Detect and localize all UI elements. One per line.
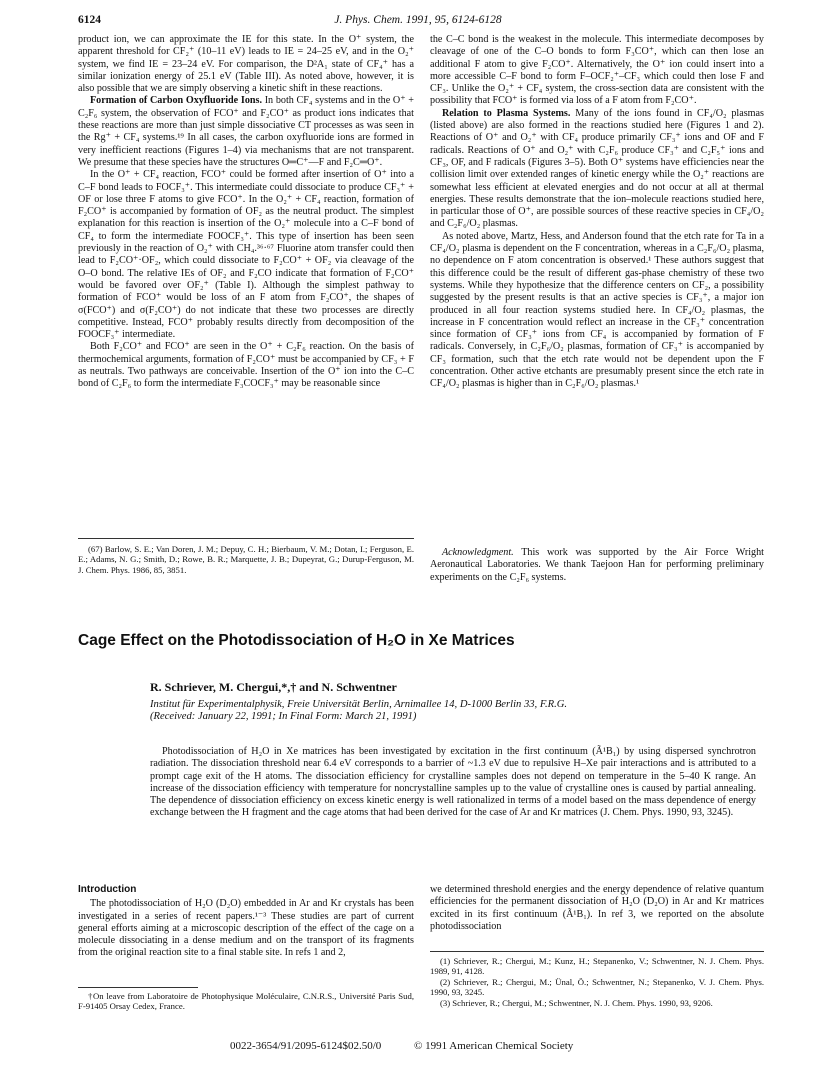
page-header xyxy=(78,14,758,30)
footnote-text: †On leave from Laboratoire de Photophysique Moléculaire, C.N.R.S., Université Paris Sud, F-91405 Orsay Cedex, France. xyxy=(78,991,414,1012)
reference-item: (2) Schriever, R.; Chergui, M.; Ünal, Ö.; Schwentner, N.; Stepanenko, V. J. Chem. Phys. 1990, 93, 3245. xyxy=(430,976,764,998)
reference-item: (3) Schriever, R.; Chergui, M.; Schwentner, N. J. Chem. Phys. 1990, 93, 9206. xyxy=(440,997,713,1008)
intro-right-column xyxy=(430,884,764,933)
paragraph: Formation of Carbon Oxyfluoride Ions. In both CF₄ systems and in the O⁺ + C₂F₆ system, the observation of FCO⁺ and F₂CO⁺ as product ions indicates that these reactions are more than just simple dissociative CT processes as was seen in the Rg⁺ + CF₄ systems.¹⁹ In all cases, the carbon oxyfluoride ions are formed in very inefficient reactions (Figures 1–4) via mechanisms that are not transparent. We presume that these species have the structures O═C⁺—F and F₂C═O⁺. xyxy=(78,95,414,168)
reference-list xyxy=(430,956,764,1008)
paragraph: The photodissociation of H₂O (D₂O) embedded in Ar and Kr crystals has been investigated in a series of recent papers.¹⁻³ These studies are part of current general efforts aiming at a microscopic description of the effect of the cage on a molecule dissociating in a dense medium and on the transport of its fragments from the original reaction site to a final stable site. In refs 1 and 2, xyxy=(78,898,414,959)
paragraph: the C–C bond is the weakest in the molecule. This intermediate decomposes by cleavage of one of the C–O bonds to form F₃CO⁺, which can then lose an additional F atom to give F₂CO⁺. Alternatively, the O⁺ ion could insert into a more accessible C–F bond to form F–OCF₂⁺–CF₃ which could then lose F and CF₃. Unlike the O₂⁺ + CF₄ system, the cross-section data are consistent with the possibility that FCO⁺ is formed via loss of a F atom from F₂CO⁺. xyxy=(430,34,764,107)
reference-item: (67) Barlow, S. E.; Van Doren, J. M.; Depuy, C. H.; Bierbaum, V. M.; Dotan, I.; Ferguson, E. E.; Adams, N. G.; Smith, D.; Rowe, B. R.; Marquette, J. B.; Dupeyrat, G.; Durup-Ferguson, M. J. Chem. Phys. 1986, 85, 3851. xyxy=(78,544,414,575)
paragraph: Relation to Plasma Systems. Many of the ions found in CF₄/O₂ plasmas (listed above) are also formed in the reactions studied here (Figures 1 and 2). Reactions of O⁺ and O₂⁺ with CF₄ produce primarily CF₃⁺ ions and OF and F radicals. Reactions of O⁺ and O₂⁺ with C₂F₆ produce CF₃⁺ and C₂F₅⁺ ions and CF₃, OF, and F radicals (Figures 3–5). Both O⁺ systems have efficiencies near the collision limit over extended ranges of kinetic energy while the O₂⁺ reactions are somewhat less efficient at elevated energies and do not occur at all at thermal energies. These results demonstrate that the ion–molecule reactions studied here, in particular those of O⁺, are possible sources of these reactive species in CF₄/O₂ and C₂F₆/O₂ plasmas. xyxy=(430,107,764,230)
prev-article-left-column xyxy=(78,34,414,391)
paragraph: As noted above, Martz, Hess, and Anderson found that the etch rate for Ta in a CF₄/O₂ plasma is dependent on the F concentration, whereas in a C₂F₆/O₂ plasma, no dependence on F atom concentration is observed.¹ These authors suggest that this difference could be the result of different gas-phase chemistry of these two systems. While they hypothesize that the difference centers on CF₂, a possibility suggested by the present results is that an active species is CF₃⁺, a major ion produced in all four reaction systems studied here. In CF₄/O₂ plasmas, the increase in F concentration would reflect an increase in the CF₃⁺ concentration since formation of CF₃⁺ ions from CF₄ is accompanied by formation of F radicals. Conversely, in C₂F₆/O₂ plasmas, formation of CF₃⁺ is accompanied by CF₃ formation, such that the etch rate would not be dependent upon the F concentration. Other active etchants are presumably present since the etch rate in CF₄/O₂ plasmas is higher than in C₂F₆/O₂ plasmas.¹ xyxy=(430,230,764,390)
journal-citation: J. Phys. Chem. 1991, 95, 6124-6128 xyxy=(334,14,502,26)
run-in-heading: Formation of Carbon Oxyfluoride Ions. xyxy=(90,95,262,107)
footer-code: 0022-3654/91/2095-6124$02.50/0 xyxy=(230,1040,382,1052)
paragraph: In the O⁺ + CF₄ reaction, FCO⁺ could be formed after insertion of O⁺ into a C–F bond leads to FOCF₃⁺. This intermediate could dissociate to produce CF₃⁺ + OF or lose three F atoms to give FCO⁺. In the O₂⁺ + CF₄ reaction, formation of F₂CO⁺ is accompanied by formation of OF₂ as the neutral product. The simplest explanation for this reaction is insertion of the O₂⁺ molecule into a C–F bond of CF₄ to form the intermediate FOOCF₃⁺. This type of insertion has been seen previously in the reaction of O₂⁺ with CH₄.³⁶·⁶⁷ Fluorine atom transfer could then lead to F₂CO⁺·OF₂, which could dissociate to F₂CO⁺ + OF₂ via cleavage of the O–O bond. The relative IEs of OF₂ and F₂CO indicate that formation of F₂CO⁺ would be favored over OF₂⁺ (Table I). Although the simplest pathway to formation of FCO⁺ would be loss of an F atom from F₂CO⁺, the shapes of σ(FCO⁺) and σ(F₂CO⁺) do not indicate that these two processes are directly competitive. Instead, FCO⁺ probably results directly from decomposition of the FOOCF₃⁺ intermediate. xyxy=(78,169,414,341)
acknowledgment xyxy=(430,547,764,584)
page-number: 6124 xyxy=(78,14,101,26)
paragraph: product ion, we can approximate the IE for this state. In the O⁺ system, the apparent threshold for CF₂⁺ (10–11 eV) leads to IE = 24–25 eV, and in the O₂⁺ system, we find IE = 23–24 eV. For comparison, the D²A₁ state of CF₄⁺ has a similar ionization energy of 25.1 eV (Table III). As noted above, however, it is also possible that we are simply observing a kinetic shift in these reactions. xyxy=(78,34,414,95)
footnote-divider xyxy=(78,987,198,988)
received-dates: (Received: January 22, 1991; In Final Form: March 21, 1991) xyxy=(150,711,417,723)
article-affiliation xyxy=(150,699,760,724)
reference-list-prev xyxy=(78,544,414,575)
acknowledgment-label: Acknowledgment. xyxy=(442,547,514,558)
reference-divider xyxy=(430,951,764,952)
reference-item: (1) Schriever, R.; Chergui, M.; Kunz, H.; Stepanenko, V.; Schwentner, N. J. Chem. Phys. 1989, 91, 4128. xyxy=(430,956,764,977)
affiliation-text: Institut für Experimentalphysik, Freie Universität Berlin, Arnimallee 14, D-1000 Berlin 33, F.R.G. xyxy=(150,699,568,710)
page-footer xyxy=(230,1040,730,1052)
paragraph: we determined threshold energies and the energy dependence of relative quantum efficiencies for the permanent dissociation of H₂O (D₂O) in Ar and Kr matrices excited in its first continuum (Ã¹B₁). In ref 3, we reported on the absolute photodissociation xyxy=(430,884,764,932)
section-heading: Introduction xyxy=(78,884,137,895)
paragraph: Both F₂CO⁺ and FCO⁺ are seen in the O⁺ + C₂F₆ reaction. On the basis of thermochemical arguments, formation of F₂CO⁺ must be accompanied by CF₃ + F as neutrals. Two pathways are conceivable. Insertion of the O⁺ ion into the C–C bond of C₂F₆ to form the intermediate F₃COCF₃⁺ may be reasonable since xyxy=(78,341,414,390)
run-in-heading: Relation to Plasma Systems. xyxy=(442,107,571,119)
intro-left-column xyxy=(78,884,414,960)
article-authors: R. Schriever, M. Chergui,*,† and N. Schwentner xyxy=(150,680,397,694)
footnote xyxy=(78,991,414,1012)
abstract-text: Photodissociation of H₂O in Xe matrices has been investigated by excitation in the first continuum (Ã¹B₁) by using dispersed synchrotron radiation. The dissociation threshold near 6.4 eV corresponds to a barrier of ~1.3 eV due to repulsive H–Xe pair interactions and is attributed to a prompt cage exit of the H atoms. The dissociation efficiency for crystalline samples does not depend on temperature in the 5–40 K range. An increase of the dissociation efficiency with temperature for noncrystalline samples up to the value of crystalline ones is caused by partial annealing. The dependence of dissociation efficiency on excess kinetic energy is well rationalized in terms of a model based on the mass dependence of energy exchange between the H fragment and the cage atoms that had been derived for the case of Ar and Kr matrices (J. Chem. Phys. 1990, 93, 3245). xyxy=(150,746,756,819)
abstract xyxy=(150,746,756,820)
acknowledgment-text: This work was supported by the Air Force Wright Aeronautical Laboratories. We thank Taejoon Han for performing preliminary experiments on the C₂F₆ systems. xyxy=(430,547,764,583)
footer-copyright: © 1991 American Chemical Society xyxy=(414,1040,574,1052)
reference-divider xyxy=(78,538,414,539)
prev-article-right-column xyxy=(430,34,764,391)
article-title: Cage Effect on the Photodissociation of H₂O in Xe Matrices xyxy=(78,632,515,649)
